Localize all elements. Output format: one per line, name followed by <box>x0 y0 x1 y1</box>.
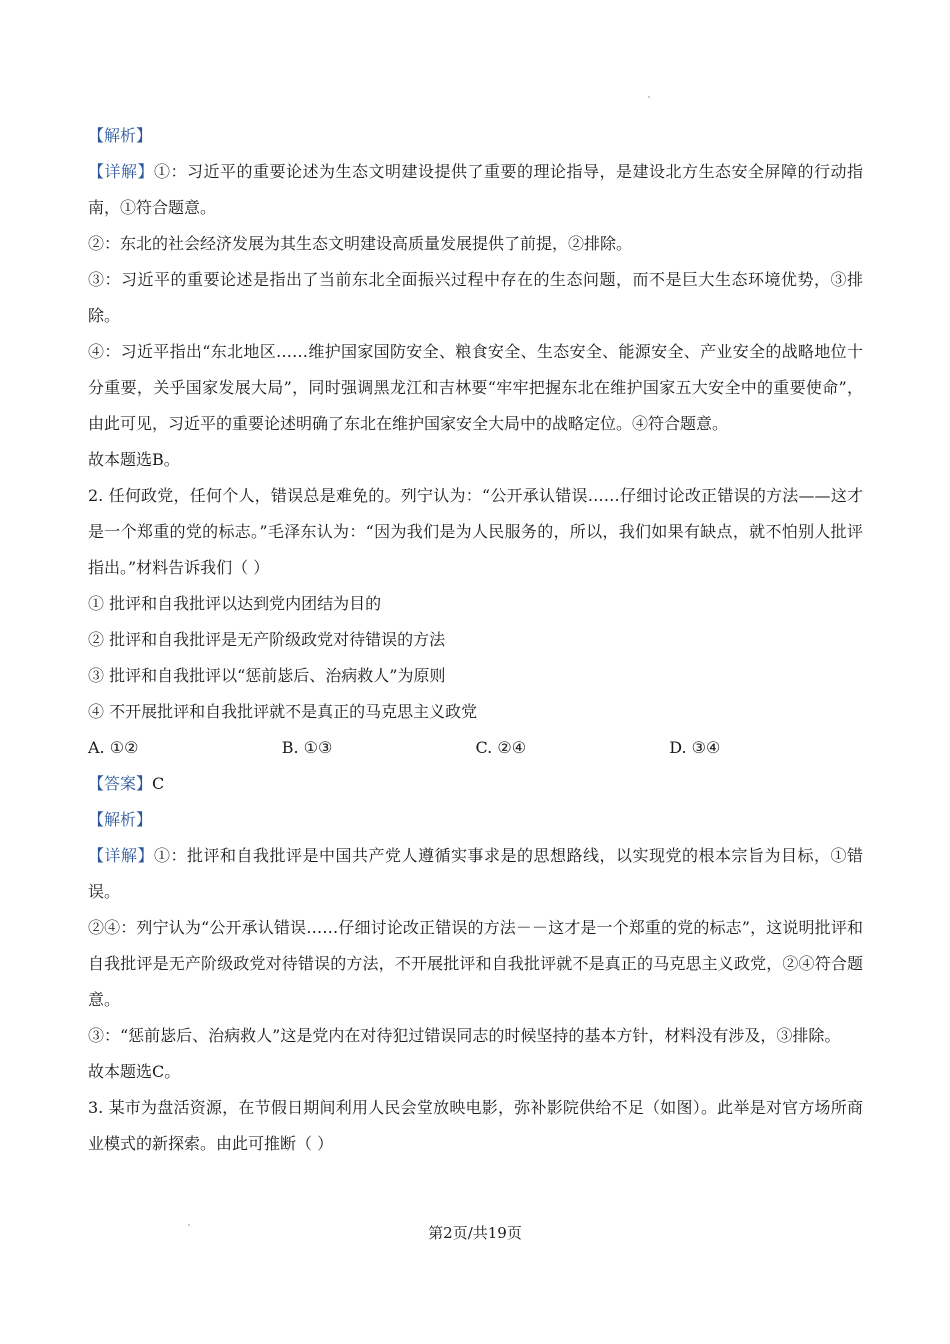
q2-detail-p3: ③：“惩前毖后、治病救人”这是党内在对待犯过错误同志的时候坚持的基本方针，材料没有涉及，③排除。 <box>88 1026 841 1045</box>
q2-item-3: ③ 批评和自我批评以“惩前毖后、治病救人”为原则 <box>88 666 446 685</box>
q1-analysis-label: 【解析】 <box>88 126 153 145</box>
q2-stem: 2. 任何政党，任何个人，错误总是难免的。列宁认为：“公开承认错误……仔细讨论改正错误的方法——这才是一个郑重的党的标志。”毛泽东认为：“因为我们是为人民服务的，所以，我们如果有缺点，就不怕别人批评指出。”材料告诉我们（ ） <box>88 486 863 577</box>
q1-detail-p4: ④：习近平指出“东北地区……维护国家国防安全、粮食安全、生态安全、能源安全、产业安全的战略地位十分重要，关乎国家发展大局”，同时强调黑龙江和吉林要“牢牢把握东北在维护国家五大安全中的重要使命”，由此可见，习近平的重要论述明确了东北在维护国家安全大局中的战略定位。④符合题意。 <box>88 342 863 433</box>
q1-detail-text-1: ①：习近平的重要论述为生态文明建设提供了重要的理论指导，是建设北方生态安全屏障的行动指南，①符合题意。 <box>88 162 863 217</box>
q2-option-a: A. ①② <box>88 738 139 757</box>
q3-stem: 3. 某市为盘活资源，在节假日期间利用人民会堂放映电影，弥补影院供给不足（如图）。此举是对官方场所商业模式的新探索。由此可推断（ ） <box>88 1098 863 1153</box>
q1-detail-label: 【详解】 <box>88 162 154 181</box>
q1-detail-p3: ③：习近平的重要论述是指出了当前东北全面振兴过程中存在的生态问题，而不是巨大生态环境优势，③排除。 <box>88 270 863 325</box>
q2-detail-text-1: ①：批评和自我批评是中国共产党人遵循实事求是的思想路线，以实现党的根本宗旨为目标，①错误。 <box>88 846 863 901</box>
q2-detail-p2: ②④：列宁认为“公开承认错误……仔细讨论改正错误的方法－－这才是一个郑重的党的标志”，这说明批评和自我批评是无产阶级政党对待错误的方法，不开展批评和自我批评就不是真正的马克思主义政党，②④符合题意。 <box>88 918 863 1009</box>
q2-options <box>88 730 863 766</box>
q2-answer <box>88 766 863 802</box>
q2-item-1: ① 批评和自我批评以达到党内团结为目的 <box>88 594 382 613</box>
q2-answer-label: 【答案】 <box>88 774 153 793</box>
q2-item-4: ④ 不开展批评和自我批评就不是真正的马克思主义政党 <box>88 702 478 721</box>
q2-detail-label: 【详解】 <box>88 846 154 865</box>
q2-analysis-label: 【解析】 <box>88 810 153 829</box>
scan-speck <box>648 96 650 98</box>
q1-detail-p2: ②：东北的社会经济发展为其生态文明建设高质量发展提供了前提，②排除。 <box>88 234 633 253</box>
q2-option-b: B. ①③ <box>281 738 333 757</box>
q2-item-2: ② 批评和自我批评是无产阶级政党对待错误的方法 <box>88 630 446 649</box>
q2-answer-value: C <box>152 774 165 793</box>
page-content <box>88 118 863 1162</box>
q2-conclusion: 故本题选C。 <box>88 1062 181 1081</box>
q2-detail-p1 <box>88 838 863 910</box>
q1-detail-p1 <box>88 154 863 226</box>
q2-option-d: D. ③④ <box>669 738 721 757</box>
q2-option-c: C. ②④ <box>475 738 527 757</box>
page-number: 第2页/共19页 <box>428 1224 522 1242</box>
q1-conclusion: 故本题选B。 <box>88 450 180 469</box>
